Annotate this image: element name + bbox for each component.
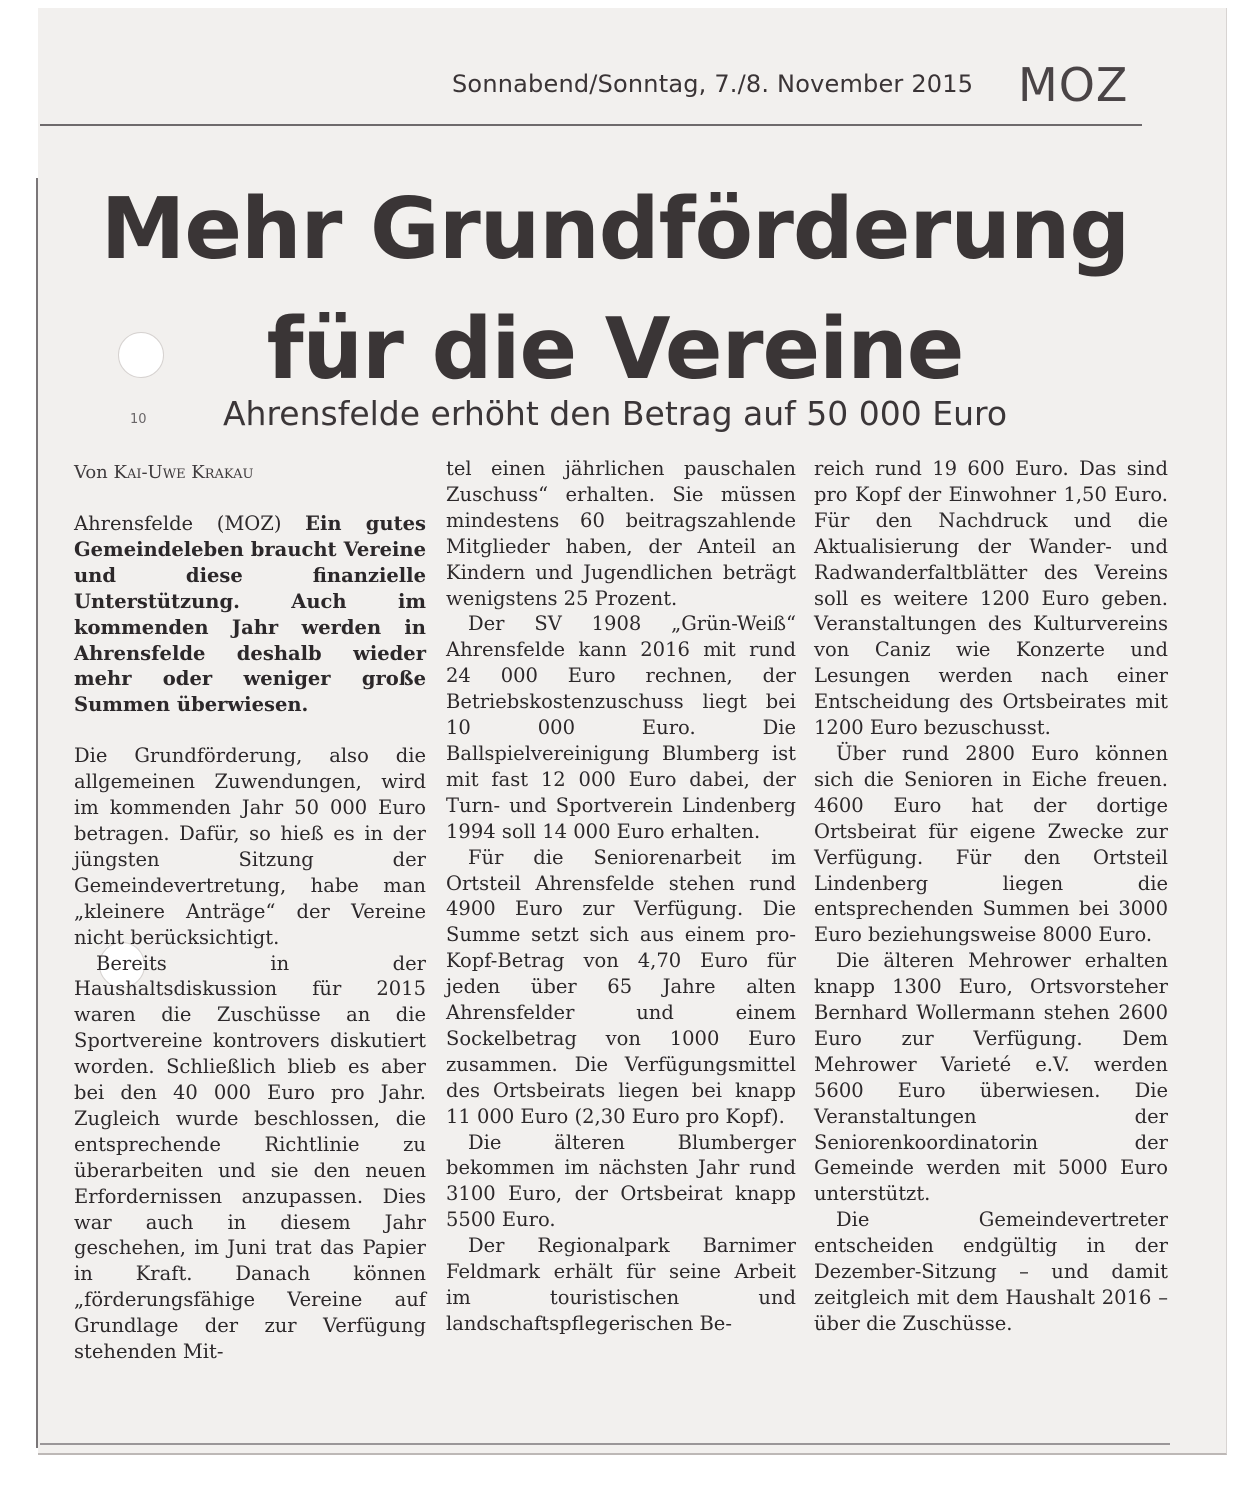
paragraph: Über rund 2800 Euro können sich die Senioren in Eiche freuen. 4600 Euro hat der dortige Ortsbeirat für eigene Zwecke zur Verfügung. Für den Ortsteil Lindenberg liegen die entsprechenden Summen bei 3000 Euro beziehungsweise 8000 Euro. (814, 741, 1168, 947)
newspaper-brand: MOZ (1018, 58, 1129, 112)
margin-note: 10 (130, 412, 147, 427)
left-column-rule (36, 178, 38, 1448)
article-byline (74, 462, 253, 483)
paragraph: reich rund 19 600 Euro. Das sind pro Kopf der Einwohner 1,50 Euro. Für den Nachdruck und die Aktualisierung der Wander- und Radwanderfaltblätter des Vereins soll es weitere 1200 Euro geben. Veranstaltungen des Kulturvereins von Caniz wie Konzerte und Lesungen werden nach einer Entscheidung des Ortsbeirates mit 1200 Euro bezuschusst. (814, 457, 1168, 740)
byline-prefix: Von (74, 462, 114, 483)
paragraph: Die Grundförderung, also die allgemeinen Zuwendungen, wird im kommenden Jahr 50 000 Euro betragen. Dafür, so hieß es in der jüngsten Sitzung der Gemeindevertretung, habe man „kleinere Anträge“ der Vereine nicht berücksichtigt. (74, 744, 426, 949)
header-rule (40, 124, 1142, 126)
article-headline (60, 170, 1170, 410)
bottom-rule (40, 1443, 1170, 1445)
issue-date: Sonnabend/Sonntag, 7./8. November 2015 (452, 70, 974, 98)
lead-paragraph (74, 511, 426, 718)
paragraph: tel einen jährlichen pauschalen Zuschuss“ erhalten. Sie müssen mindestens 60 beitragszahlende Mitglieder haben, der Anteil an Kindern und Jugendlichen beträgt wenigstens 25 Prozent. (446, 457, 796, 610)
paragraph: Die älteren Mehrower erhalten knapp 1300 Euro, Ortsvorsteher Bernhard Wollermann stehen 2600 Euro zur Verfügung. Dem Mehrower Varieté e.V. werden 5600 Euro überwiesen. Die Veranstaltungen der Seniorenkoordinatorin der Gemeinde werden mit 5000 Euro unterstützt. (814, 949, 1168, 1206)
article-column-1 (74, 511, 426, 1365)
byline-author: Kai-Uwe Krakau (113, 462, 254, 483)
article-subheadline: Ahrensfelde erhöht den Betrag auf 50 000 Euro (222, 394, 1008, 433)
headline-line-1: Mehr Grundförderung (100, 180, 1130, 279)
article-column-3 (814, 456, 1168, 1337)
lead-dateline: Ahrensfelde (MOZ) (74, 512, 306, 535)
paragraph: Der Regionalpark Barnimer Feldmark erhält für seine Arbeit im touristischen und landschaftspflegerischen Be- (446, 1234, 796, 1335)
article-column-2 (446, 456, 796, 1337)
lead-text: Ein gutes Gemeindeleben braucht Vereine und diese finanzielle Unterstützung. Auch im kommenden Jahr werden in Ahrensfelde deshalb wieder mehr oder weniger große Summen überwiesen. (74, 512, 426, 717)
paragraph: Der SV 1908 „Grün-Weiß“ Ahrensfelde kann 2016 mit rund 24 000 Euro rechnen, der Betriebskostenzuschuss liegt bei 10 000 Euro. Die Ballspielvereinigung Blumberg ist mit fast 12 000 Euro dabei, der Turn- und Sportverein Lindenberg 1994 soll 14 000 Euro erhalten. (446, 612, 796, 843)
paragraph: Die älteren Blumberger bekommen im nächsten Jahr rund 3100 Euro, der Ortsbeirat knapp 5500 Euro. (446, 1130, 796, 1232)
paragraph: Für die Seniorenarbeit im Ortsteil Ahrensfelde stehen rund 4900 Euro zur Verfügung. Die Summe setzt sich aus einem pro-Kopf-Betrag von 4,70 Euro für jeden über 65 Jahre alten Ahrensfelder und einem Sockelbetrag von 1000 Euro zusammen. Die Verfügungsmittel des Ortsbeirats liegen bei knapp 11 000 Euro (2,30 Euro pro Kopf). (446, 845, 796, 1128)
paragraph: Die Gemeindevertreter entscheiden endgültig in der Dezember-Sitzung – und damit zeitgleich mit dem Haushalt 2016 – über die Zuschüsse. (814, 1208, 1168, 1335)
paragraph: Bereits in der Haushaltsdiskussion für 2015 waren die Zuschüsse an die Sportvereine kontrovers diskutiert worden. Schließlich blieb es aber bei den 40 000 Euro pro Jahr. Zugleich wurde beschlossen, die entsprechende Richtlinie zu überarbeiten und sie den neuen Erfordernissen anzupassen. Dies war auch in diesem Jahr geschehen, im Juni trat das Papier in Kraft. Danach können „förderungsfähige Vereine auf Grundlage der zur Verfügung stehenden Mit- (74, 951, 426, 1364)
headline-line-2: für die Vereine (266, 300, 964, 399)
